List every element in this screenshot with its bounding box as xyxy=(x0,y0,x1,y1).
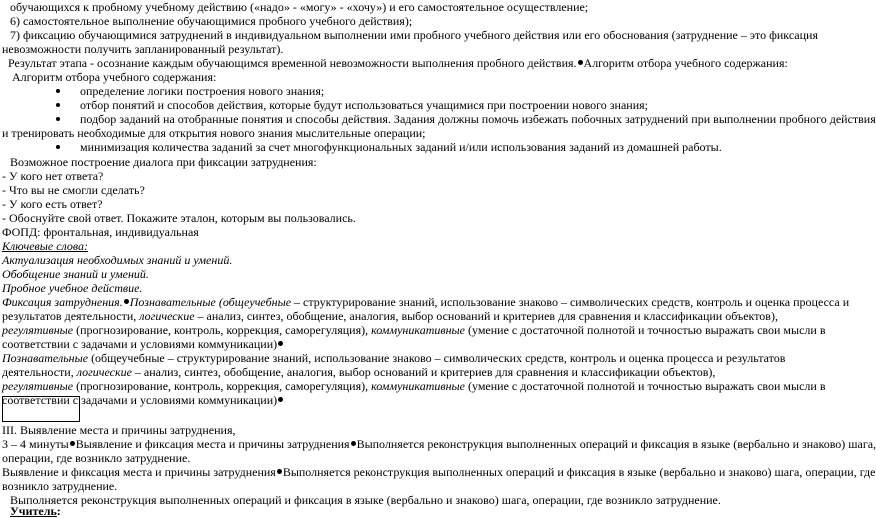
list-item: определение логики построения нового знания; xyxy=(80,84,325,98)
uud-line xyxy=(2,323,825,337)
text-span: Познавательные xyxy=(2,351,89,365)
text-span: коммуникативные xyxy=(371,379,465,393)
text-span: Познавательные xyxy=(129,295,216,309)
bullet-icon xyxy=(277,469,282,474)
text-span: Результат этапа - осознание каждым обучающимся временной невозможности выполнения пробного действия. xyxy=(8,56,577,70)
section-heading: III. Выявление места и причины затруднения, xyxy=(2,423,236,437)
uud-line xyxy=(2,309,778,323)
text-line xyxy=(2,465,875,479)
text-line: Возможное построение диалога при фиксации затруднения: xyxy=(10,155,317,169)
text-span: (прогнозирование, контроль, коррекция, саморегуляция), xyxy=(73,323,372,337)
text-span: деятельности, xyxy=(2,365,77,379)
text-line: Выполняется реконструкция выполненных операций и фиксация в языке (вербально и знаково) шага, операции, где возникло затруднение. xyxy=(10,493,721,507)
text-line: операции, где возникло затруднение. xyxy=(2,451,191,465)
text-span: регулятивные xyxy=(2,323,74,337)
text-line: 6) самостоятельное выполнение обучающимися пробного учебного действия); xyxy=(10,14,413,28)
text-span: коммуникативные xyxy=(371,323,465,337)
text-span: Выполняется реконструкция выполненных операций и фиксация в языке (вербально и знаково) шага, операции, где xyxy=(282,465,876,479)
text-span: – структурирование знаний, использование знаково – символических средств, контроль и оценка процесса и результатов xyxy=(164,351,786,365)
keywords-heading: Ключевые слова: xyxy=(2,239,89,253)
text-span: – анализ, синтез, обобщение, аналогия, выбор оснований и критериев для сравнения и классификации объектов), xyxy=(131,365,716,379)
text-span: Выполняется реконструкция выполненных операций и фиксация в языке (вербально и знаково) шага, xyxy=(356,437,876,451)
text-span: (умение с достаточной полнотой и точностью выражать свои мысли в xyxy=(464,379,826,393)
text-span: – анализ, синтез, обобщение, аналогия, выбор оснований и критериев для сравнения и классификации объектов), xyxy=(194,309,778,323)
bullet-icon xyxy=(578,60,583,65)
bullet-icon xyxy=(56,103,60,107)
uud-line xyxy=(2,365,715,379)
text-span: (общеучебные xyxy=(88,351,165,365)
uud-line xyxy=(2,351,785,365)
dialog-line: - У кого есть ответ? xyxy=(2,197,103,211)
text-span: соответствии с задачами и условиями коммуникации) xyxy=(2,337,278,351)
bullet-icon xyxy=(278,397,283,402)
text-span: (умение с достаточной полнотой и точностью выражать свои мысли в xyxy=(464,323,826,337)
teacher-label xyxy=(10,504,61,518)
bullet-icon xyxy=(351,441,356,446)
text-span: Выявление и фиксация места и причины затруднения xyxy=(75,437,350,451)
dialog-line: - Обоснуйте свой ответ. Покажите эталон, которым вы пользовались. xyxy=(2,211,356,225)
text-span: 3 – 4 минуты xyxy=(2,437,69,451)
bullet-icon xyxy=(278,341,283,346)
stage-result-line xyxy=(8,56,788,70)
keyword-line: Актуализация необходимых знаний и умений. xyxy=(2,253,233,267)
text-span: (общеучебные xyxy=(215,295,292,309)
text-line xyxy=(2,437,876,451)
text-span: логические xyxy=(139,309,195,323)
list-item: и тренировать необходимые для открытия нового знания мыслительные операции; xyxy=(2,126,426,140)
list-item: отбор понятий и способов действия, которые будут использоваться учащимися при построении нового знания; xyxy=(80,98,648,112)
bullet-icon xyxy=(56,145,60,149)
keyword-line: Пробное учебное действие. xyxy=(2,281,143,295)
text-span: Алгоритм отбора учебного содержания: xyxy=(583,56,788,70)
dialog-line: - У кого нет ответа? xyxy=(2,169,104,183)
text-span: регулятивные xyxy=(2,379,74,393)
dialog-line: - Что вы не смогли сделать? xyxy=(2,183,145,197)
text-span: – структурирование знаний, использование знаково – символических средств, контроль и оценка процесса и xyxy=(291,295,850,309)
bullet-icon xyxy=(56,89,60,93)
text-span: Учитель xyxy=(10,504,57,518)
text-span: логические xyxy=(76,365,132,379)
bullet-icon xyxy=(56,117,60,121)
keyword-line: Обобщение знаний и умений. xyxy=(2,267,149,281)
text-line: обучающихся к пробному учебному действию («надо» - «могу» - «хочу») и его самостоятельное осуществление; xyxy=(10,0,589,14)
text-line: ФОПД: фронтальная, индивидуальная xyxy=(2,225,199,239)
text-span: (прогнозирование, контроль, коррекция, саморегуляция), xyxy=(73,379,372,393)
empty-frame xyxy=(2,396,80,422)
bullet-icon xyxy=(124,299,129,304)
list-item: минимизация количества заданий за счет многофункциональных заданий и/или использования заданий из домашней работы. xyxy=(80,140,722,154)
text-line: Алгоритм отбора учебного содержания: xyxy=(12,70,217,84)
text-span: Фиксация затруднения. xyxy=(2,295,123,309)
bullet-icon xyxy=(70,441,75,446)
text-line: невозможности получить запланированный результат). xyxy=(2,42,284,56)
text-line: возникло затруднение. xyxy=(2,479,118,493)
uud-line xyxy=(2,295,849,309)
uud-line xyxy=(2,379,825,393)
list-item: подбор заданий на отобранные понятия и способы действия. Задания должны помочь избежать побочных затруднений при выполнении пробного действия xyxy=(80,112,876,126)
text-line: 7) фиксацию обучающимися затруднений в индивидуальном выполнении ими пробного учебного действия или его обоснования (затруднение – это фиксация xyxy=(10,28,818,42)
text-span: соответствии с задачами и условиями коммуникации) xyxy=(2,393,278,407)
text-span: : xyxy=(56,504,61,518)
text-span: Выявление и фиксация места и причины затруднения xyxy=(2,465,276,479)
text-span: результатов деятельности, xyxy=(2,309,140,323)
uud-line xyxy=(2,337,284,351)
